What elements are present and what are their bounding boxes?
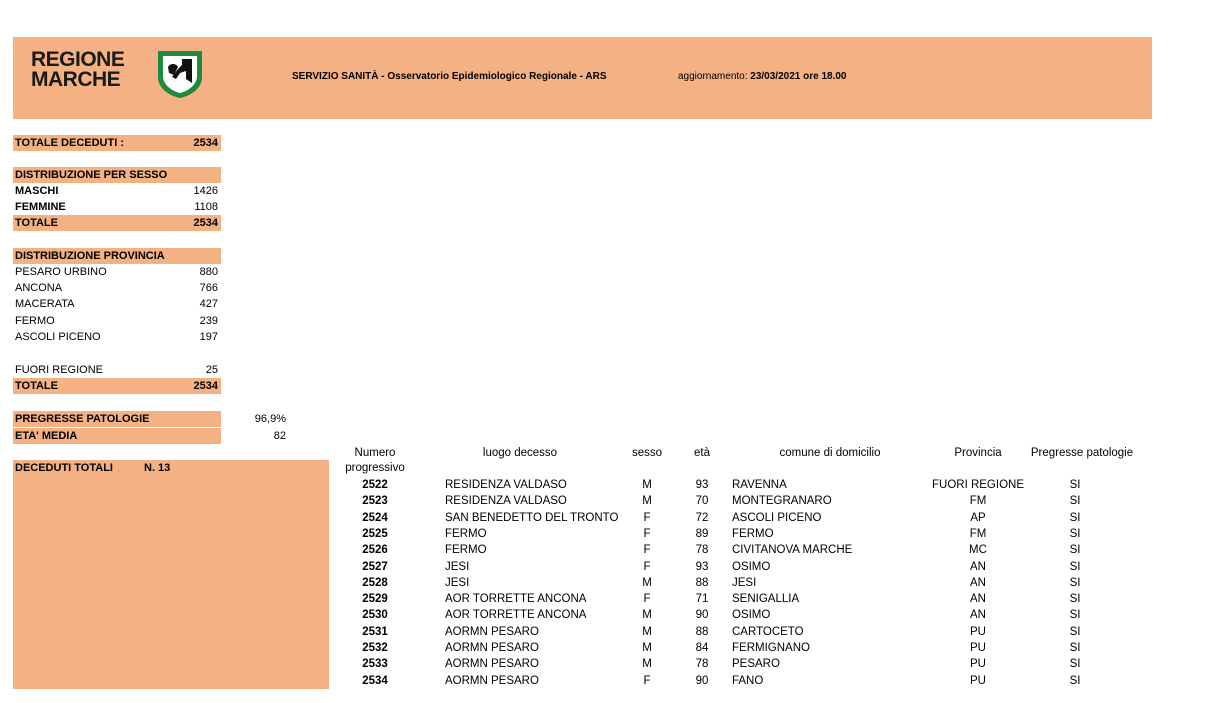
provincia-totale-label: TOTALE — [15, 380, 58, 392]
header-sesso: sesso — [631, 447, 663, 459]
cell-luogo: AORMN PESARO — [445, 642, 539, 654]
cell-eta: 84 — [695, 642, 709, 654]
provincia-item-value: 239 — [199, 315, 218, 327]
cell-sesso: M — [642, 626, 652, 638]
cell-comune: CIVITANOVA MARCHE — [732, 544, 853, 556]
cell-sesso: M — [642, 577, 652, 589]
logo-line1: REGIONE — [31, 48, 125, 71]
patologie-label: PREGRESSE PATOLOGIE — [15, 413, 150, 425]
provincia-item — [13, 313, 221, 329]
cell-luogo: RESIDENZA VALDASO — [445, 495, 567, 507]
cell-comune: PESARO — [732, 658, 780, 670]
cell-provincia: AN — [970, 609, 986, 621]
deceduti-totali-count: N. 13 — [144, 462, 171, 474]
patologie-row — [13, 411, 221, 427]
cell-numero: 2528 — [362, 577, 388, 589]
provincia-title-text: DISTRIBUZIONE PROVINCIA — [15, 250, 165, 262]
header-patologie: Pregresse patologie — [1030, 447, 1134, 459]
cell-eta: 88 — [695, 626, 709, 638]
sesso-totale-label: TOTALE — [15, 217, 58, 229]
cell-sesso: F — [643, 561, 651, 573]
provincia-totale-row — [13, 378, 221, 394]
cell-provincia: PU — [970, 658, 986, 670]
cell-eta: 93 — [695, 561, 709, 573]
cell-patologie: SI — [1069, 544, 1081, 556]
cell-sesso: F — [643, 593, 651, 605]
cell-luogo: JESI — [445, 561, 470, 573]
cell-numero: 2522 — [362, 479, 388, 491]
provincia-item-value: 427 — [199, 298, 218, 310]
cell-sesso: F — [643, 675, 651, 687]
cell-numero: 2532 — [362, 642, 388, 654]
logo-line2: MARCHE — [31, 68, 121, 91]
cell-patologie: SI — [1069, 495, 1081, 507]
cell-comune: ASCOLI PICENO — [732, 512, 822, 524]
cell-sesso: M — [642, 495, 652, 507]
cell-provincia: FM — [969, 495, 987, 507]
cell-luogo: AORMN PESARO — [445, 658, 539, 670]
service-title-rest: - Osservatorio Epidemiologico Regionale - ARS — [378, 71, 607, 82]
cell-eta: 70 — [695, 495, 709, 507]
cell-eta: 90 — [695, 609, 709, 621]
cell-luogo: RESIDENZA VALDASO — [445, 479, 567, 491]
cell-comune: RAVENNA — [732, 479, 787, 491]
cell-comune: FERMIGNANO — [732, 642, 810, 654]
cell-patologie: SI — [1069, 609, 1081, 621]
cell-sesso: M — [642, 609, 652, 621]
cell-eta: 90 — [695, 675, 709, 687]
cell-numero: 2533 — [362, 658, 388, 670]
provincia-item — [13, 264, 221, 280]
cell-numero: 2527 — [362, 561, 388, 573]
cell-provincia: AN — [970, 593, 986, 605]
provincia-item — [13, 280, 221, 296]
cell-eta: 72 — [695, 512, 709, 524]
cell-patologie: SI — [1069, 642, 1081, 654]
cell-provincia: FUORI REGIONE — [931, 479, 1024, 491]
update-info — [678, 71, 846, 82]
femmine-label: FEMMINE — [15, 201, 66, 213]
eta-media-row — [13, 428, 221, 444]
cell-provincia: MC — [969, 544, 987, 556]
update-label: aggiornamento: — [678, 71, 751, 82]
header-comune: comune di domicilio — [779, 447, 881, 459]
femmine-value: 1108 — [194, 201, 218, 213]
provincia-item-label: MACERATA — [15, 298, 75, 310]
cell-patologie: SI — [1069, 528, 1081, 540]
cell-eta: 93 — [695, 479, 709, 491]
sesso-title-text: DISTRIBUZIONE PER SESSO — [15, 169, 168, 181]
cell-luogo: FERMO — [445, 544, 487, 556]
cell-comune: FERMO — [732, 528, 774, 540]
maschi-value: 1426 — [193, 185, 218, 197]
header-banner — [13, 37, 1152, 119]
cell-numero: 2531 — [362, 626, 388, 638]
regione-marche-logo — [31, 49, 191, 101]
cell-provincia: AN — [970, 577, 986, 589]
cell-patologie: SI — [1069, 561, 1081, 573]
header-provincia: Provincia — [954, 447, 1002, 459]
cell-eta: 88 — [695, 577, 709, 589]
cell-patologie: SI — [1069, 626, 1081, 638]
cell-numero: 2526 — [362, 544, 388, 556]
provincia-title — [13, 248, 221, 264]
provincia-item-label: FERMO — [15, 315, 55, 327]
shield-icon — [156, 49, 204, 99]
cell-luogo: AOR TORRETTE ANCONA — [445, 609, 587, 621]
cell-sesso: F — [643, 512, 651, 524]
eta-media-value: 82 — [273, 430, 286, 442]
eta-media-label: ETA' MEDIA — [15, 430, 78, 442]
provincia-item-value: 197 — [199, 331, 218, 343]
cell-numero: 2534 — [362, 675, 388, 687]
totale-deceduti-row — [13, 135, 221, 151]
cell-numero: 2523 — [362, 495, 388, 507]
provincia-totale-value: 2534 — [193, 380, 218, 392]
totale-deceduti-value: 2534 — [193, 137, 218, 149]
header-numero-line1: Numero — [354, 447, 396, 459]
femmine-row — [13, 199, 221, 215]
cell-patologie: SI — [1069, 512, 1081, 524]
deceduti-totali-box — [13, 460, 329, 689]
cell-luogo: AOR TORRETTE ANCONA — [445, 593, 587, 605]
cell-patologie: SI — [1069, 577, 1081, 589]
sesso-totale-value: 2534 — [193, 217, 218, 229]
cell-provincia: AN — [970, 561, 986, 573]
cell-comune: MONTEGRANARO — [732, 495, 832, 507]
cell-comune: CARTOCETO — [732, 626, 804, 638]
maschi-label: MASCHI — [15, 185, 59, 197]
provincia-item — [13, 329, 221, 345]
provincia-item-label: ANCONA — [15, 282, 63, 294]
provincia-item-label: ASCOLI PICENO — [15, 331, 101, 343]
fuori-regione-row — [13, 362, 221, 378]
service-title — [292, 71, 607, 82]
cell-patologie: SI — [1069, 479, 1081, 491]
cell-comune: OSIMO — [732, 561, 771, 573]
cell-luogo: AORMN PESARO — [445, 675, 539, 687]
sesso-title — [13, 167, 221, 183]
cell-comune: JESI — [732, 577, 757, 589]
fuori-regione-value: 25 — [205, 364, 218, 376]
cell-provincia: PU — [970, 642, 986, 654]
totale-deceduti-label: TOTALE DECEDUTI : — [15, 137, 124, 149]
sesso-totale-row — [13, 215, 221, 231]
cell-luogo: JESI — [445, 577, 470, 589]
deceduti-totali-label: DECEDUTI TOTALI — [15, 462, 113, 474]
cell-numero: 2530 — [362, 609, 388, 621]
cell-comune: OSIMO — [732, 609, 771, 621]
cell-patologie: SI — [1069, 593, 1081, 605]
cell-numero: 2529 — [362, 593, 388, 605]
cell-comune: FANO — [732, 675, 764, 687]
fuori-regione-label: FUORI REGIONE — [15, 364, 104, 376]
cell-eta: 78 — [695, 544, 709, 556]
cell-luogo: SAN BENEDETTO DEL TRONTO — [445, 512, 619, 524]
cell-patologie: SI — [1069, 658, 1081, 670]
patologie-value: 96,9% — [254, 413, 286, 425]
cell-provincia: PU — [970, 675, 986, 687]
cell-sesso: M — [642, 642, 652, 654]
header-luogo: luogo decesso — [482, 447, 558, 459]
cell-numero: 2524 — [362, 512, 388, 524]
header-numero — [340, 446, 410, 476]
service-title-bold: SERVIZIO SANITÀ — [292, 71, 379, 82]
maschi-row — [13, 183, 221, 199]
provincia-item-label: PESARO URBINO — [15, 266, 107, 278]
cell-sesso: M — [642, 479, 652, 491]
cell-luogo: AORMN PESARO — [445, 626, 539, 638]
cell-provincia: FM — [969, 528, 987, 540]
cell-patologie: SI — [1069, 675, 1081, 687]
cell-luogo: FERMO — [445, 528, 487, 540]
provincia-item-value: 766 — [199, 282, 218, 294]
update-value: 23/03/2021 ore 18.00 — [750, 71, 847, 82]
cell-provincia: AP — [970, 512, 986, 524]
header-numero-line2: progressivo — [345, 462, 405, 474]
cell-comune: SENIGALLIA — [732, 593, 800, 605]
cell-eta: 78 — [695, 658, 709, 670]
provincia-item-value: 880 — [199, 266, 218, 278]
cell-sesso: F — [643, 528, 651, 540]
cell-numero: 2525 — [362, 528, 388, 540]
header-eta: età — [694, 447, 710, 459]
cell-eta: 89 — [695, 528, 709, 540]
cell-sesso: M — [642, 658, 652, 670]
cell-provincia: PU — [970, 626, 986, 638]
cell-sesso: F — [643, 544, 651, 556]
cell-eta: 71 — [695, 593, 709, 605]
provincia-item — [13, 296, 221, 312]
